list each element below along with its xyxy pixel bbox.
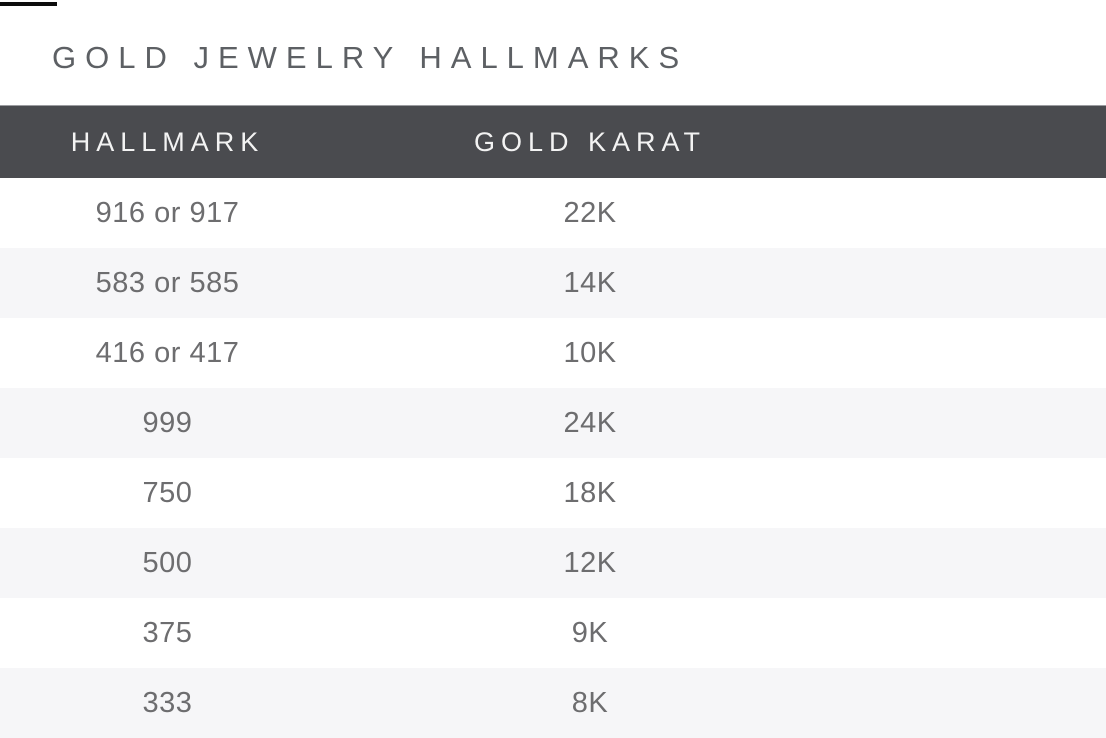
table-row [0, 668, 1106, 738]
hallmark-cell: 583 or 585 [95, 266, 240, 299]
page-title: GOLD JEWELRY HALLMARKS [52, 40, 689, 75]
table-row [0, 318, 1106, 388]
hallmark-cell: 916 or 917 [95, 196, 240, 229]
hallmark-cell: 375 [142, 616, 193, 649]
hallmark-cell: 333 [142, 686, 193, 719]
column-header-gold-karat: GOLD KARAT [473, 126, 707, 157]
table-row [0, 178, 1106, 248]
karat-cell: 9K [571, 616, 609, 649]
top-left-crop-mark [0, 2, 57, 6]
hallmark-cell: 416 or 417 [95, 336, 240, 369]
karat-cell: 18K [563, 476, 617, 509]
hallmark-cell: 500 [142, 546, 193, 579]
gold-hallmarks-table [0, 105, 1106, 738]
karat-cell: 24K [563, 406, 617, 439]
karat-cell: 22K [563, 196, 617, 229]
column-header-hallmark: HALLMARK [70, 126, 265, 157]
hallmark-cell: 750 [142, 476, 193, 509]
karat-cell: 14K [563, 266, 617, 299]
table-row [0, 248, 1106, 318]
table-row [0, 458, 1106, 528]
table-row [0, 598, 1106, 668]
table-header-row [0, 105, 1106, 178]
karat-cell: 12K [563, 546, 617, 579]
table-row [0, 528, 1106, 598]
hallmark-cell: 999 [142, 406, 193, 439]
table-row [0, 388, 1106, 458]
karat-cell: 8K [571, 686, 609, 719]
karat-cell: 10K [563, 336, 617, 369]
